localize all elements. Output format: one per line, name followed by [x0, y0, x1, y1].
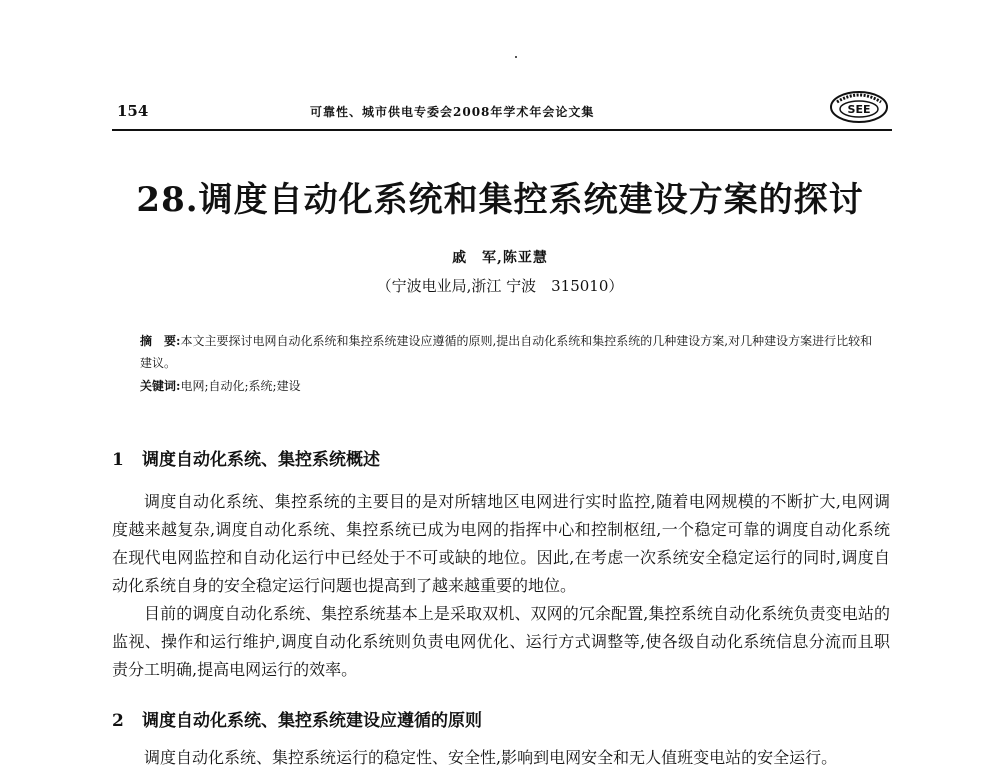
section-title: 调度自动化系统、集控系统概述 [142, 450, 380, 470]
running-head: 可靠性、城市供电专委会2008年学术年会论文集 [310, 105, 595, 119]
abstract [140, 330, 880, 374]
section-title: 调度自动化系统、集控系统建设应遵循的原则 [142, 711, 482, 731]
section-1-heading [112, 445, 380, 470]
page-header [0, 0, 1000, 140]
keywords [140, 377, 880, 394]
paragraph: 目前的调度自动化系统、集控系统基本上是采取双机、双网的冗余配置,集控系统自动化系统负责变电站的监视、操作和运行维护,调度自动化系统则负责电网优化、运行方式调整等,使各级自动化系统信息分流而且职责分工明确,提高电网运行的效率。 [112, 604, 890, 679]
section-number: 1 [112, 450, 124, 470]
paragraph: 调度自动化系统、集控系统运行的稳定性、安全性,影响到电网安全和无人值班变电站的安全运行。 [144, 748, 838, 767]
abstract-label: 摘 要: [140, 334, 181, 348]
paragraph: 调度自动化系统、集控系统的主要目的是对所辖地区电网进行实时监控,随着电网规模的不断扩大,电网调度越来越复杂,调度自动化系统、集控系统已成为电网的指挥中心和控制枢纽,一个稳定可靠的调度自动化系统在现代电网监控和自动化运行中已经处于不可或缺的地位。因此,在考虑一次系统安全稳定运行的同时,调度自动化系统自身的安全稳定运行问题也提高到了越来越重要的地位。 [112, 492, 890, 595]
keywords-text: 电网;自动化;系统;建设 [180, 379, 301, 393]
abstract-text: 本文主要探讨电网自动化系统和集控系统建设应遵循的原则,提出自动化系统和集控系统的几种建设方案,对几种建设方案进行比较和建议。 [140, 334, 873, 370]
page-number: 154 [117, 102, 149, 120]
see-logo-icon [829, 90, 889, 124]
header-rule [112, 129, 892, 131]
logo-text: SEE [847, 103, 871, 116]
section-number: 2 [112, 711, 124, 731]
authors: 戚 军,陈亚慧 [452, 250, 548, 266]
section-2-heading [112, 706, 482, 731]
paper-title: 28.调度自动化系统和集控系统建设方案的探讨 [136, 180, 864, 220]
keywords-label: 关键词: [140, 379, 181, 393]
affiliation: （宁波电业局,浙江 宁波 315010） [376, 277, 624, 295]
